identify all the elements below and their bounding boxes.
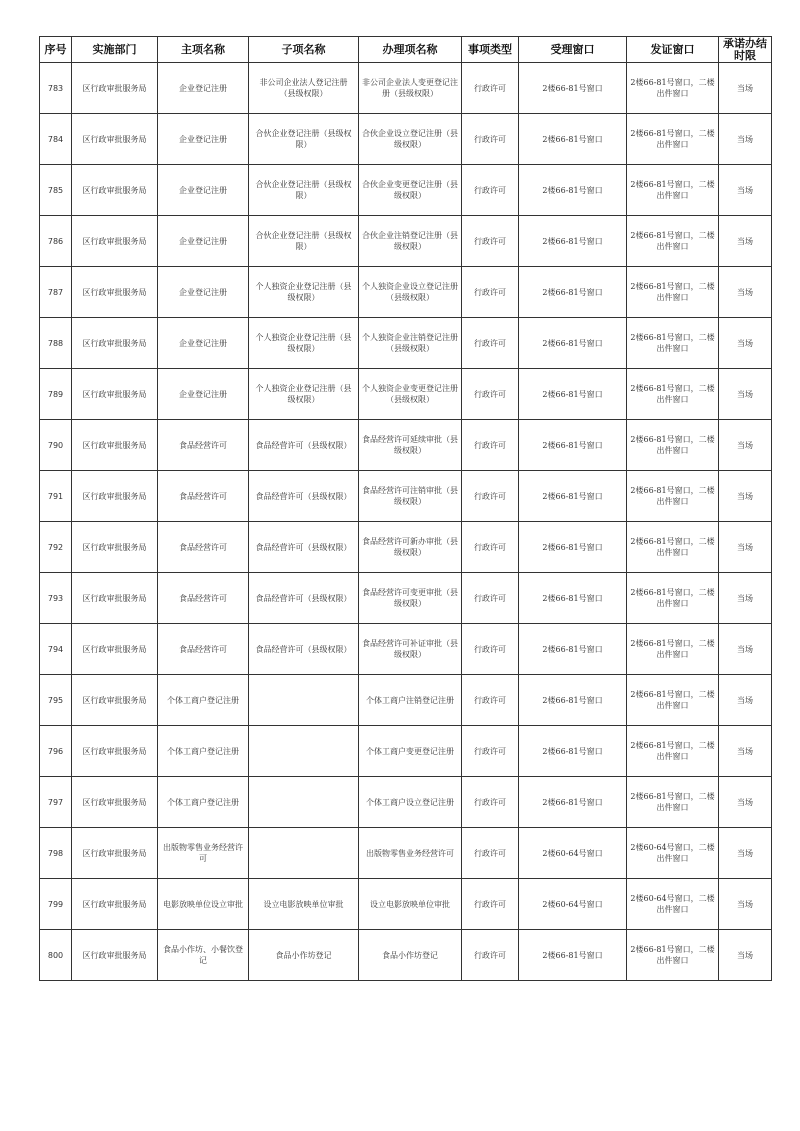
row-number-cell: 800 <box>40 930 72 981</box>
sub-item-cell: 个人独资企业登记注册（县级权限） <box>249 318 359 369</box>
accept-window-cell: 2楼66-81号窗口 <box>519 369 627 420</box>
handling-item-cell: 非公司企业法人变更登记注册（县级权限） <box>359 63 462 114</box>
table-row <box>40 522 772 573</box>
service-items-table <box>39 36 772 981</box>
row-number-cell: 791 <box>40 471 72 522</box>
sub-item-cell: 食品经营许可（县级权限） <box>249 420 359 471</box>
department-cell: 区行政审批服务局 <box>72 114 158 165</box>
table-row <box>40 675 772 726</box>
department-cell: 区行政审批服务局 <box>72 675 158 726</box>
main-item-cell: 个体工商户登记注册 <box>158 777 249 828</box>
department-cell: 区行政审批服务局 <box>72 930 158 981</box>
issue-window-cell: 2楼66-81号窗口，二楼出件窗口 <box>627 930 719 981</box>
sub-item-cell: 合伙企业登记注册（县级权限） <box>249 216 359 267</box>
row-number-cell: 799 <box>40 879 72 930</box>
main-item-cell: 企业登记注册 <box>158 369 249 420</box>
sub-item-cell: 个人独资企业登记注册（县级权限） <box>249 267 359 318</box>
row-number-cell: 783 <box>40 63 72 114</box>
table-row <box>40 369 772 420</box>
time-limit-cell: 当场 <box>719 165 772 216</box>
item-type-cell: 行政许可 <box>462 63 519 114</box>
accept-window-cell: 2楼60-64号窗口 <box>519 879 627 930</box>
issue-window-cell: 2楼66-81号窗口，二楼出件窗口 <box>627 267 719 318</box>
main-item-cell: 企业登记注册 <box>158 267 249 318</box>
issue-window-cell: 2楼60-64号窗口，二楼出件窗口 <box>627 879 719 930</box>
time-limit-cell: 当场 <box>719 114 772 165</box>
table-row <box>40 216 772 267</box>
item-type-cell: 行政许可 <box>462 675 519 726</box>
row-number-cell: 796 <box>40 726 72 777</box>
accept-window-cell: 2楼66-81号窗口 <box>519 420 627 471</box>
handling-item-cell: 食品经营许可变更审批（县级权限） <box>359 573 462 624</box>
table-row <box>40 63 772 114</box>
time-limit-cell: 当场 <box>719 930 772 981</box>
sub-item-cell: 食品经营许可（县级权限） <box>249 624 359 675</box>
department-cell: 区行政审批服务局 <box>72 420 158 471</box>
item-type-cell: 行政许可 <box>462 165 519 216</box>
column-header: 序号 <box>40 37 72 63</box>
sub-item-cell: 食品经营许可（县级权限） <box>249 573 359 624</box>
issue-window-cell: 2楼66-81号窗口，二楼出件窗口 <box>627 318 719 369</box>
main-item-cell: 个体工商户登记注册 <box>158 726 249 777</box>
issue-window-cell: 2楼66-81号窗口，二楼出件窗口 <box>627 114 719 165</box>
sub-item-cell: 个人独资企业登记注册（县级权限） <box>249 369 359 420</box>
item-type-cell: 行政许可 <box>462 828 519 879</box>
row-number-cell: 797 <box>40 777 72 828</box>
handling-item-cell: 个体工商户设立登记注册 <box>359 777 462 828</box>
table-row <box>40 777 772 828</box>
sub-item-cell: 合伙企业登记注册（县级权限） <box>249 165 359 216</box>
time-limit-cell: 当场 <box>719 318 772 369</box>
time-limit-cell: 当场 <box>719 879 772 930</box>
issue-window-cell: 2楼66-81号窗口，二楼出件窗口 <box>627 471 719 522</box>
sub-item-cell: 设立电影放映单位审批 <box>249 879 359 930</box>
issue-window-cell: 2楼66-81号窗口，二楼出件窗口 <box>627 216 719 267</box>
sub-item-cell <box>249 726 359 777</box>
item-type-cell: 行政许可 <box>462 777 519 828</box>
department-cell: 区行政审批服务局 <box>72 267 158 318</box>
main-item-cell: 出版物零售业务经营许可 <box>158 828 249 879</box>
department-cell: 区行政审批服务局 <box>72 63 158 114</box>
time-limit-cell: 当场 <box>719 777 772 828</box>
table-row <box>40 318 772 369</box>
accept-window-cell: 2楼66-81号窗口 <box>519 624 627 675</box>
main-item-cell: 电影放映单位设立审批 <box>158 879 249 930</box>
accept-window-cell: 2楼66-81号窗口 <box>519 165 627 216</box>
accept-window-cell: 2楼66-81号窗口 <box>519 267 627 318</box>
time-limit-cell: 当场 <box>719 573 772 624</box>
column-header: 实施部门 <box>72 37 158 63</box>
time-limit-cell: 当场 <box>719 369 772 420</box>
main-item-cell: 企业登记注册 <box>158 114 249 165</box>
issue-window-cell: 2楼66-81号窗口，二楼出件窗口 <box>627 624 719 675</box>
row-number-cell: 794 <box>40 624 72 675</box>
table-row <box>40 114 772 165</box>
department-cell: 区行政审批服务局 <box>72 726 158 777</box>
row-number-cell: 795 <box>40 675 72 726</box>
row-number-cell: 787 <box>40 267 72 318</box>
table-row <box>40 573 772 624</box>
handling-item-cell: 个体工商户变更登记注册 <box>359 726 462 777</box>
item-type-cell: 行政许可 <box>462 420 519 471</box>
department-cell: 区行政审批服务局 <box>72 624 158 675</box>
handling-item-cell: 个人独资企业变更登记注册（县级权限） <box>359 369 462 420</box>
column-header: 事项类型 <box>462 37 519 63</box>
main-item-cell: 食品经营许可 <box>158 522 249 573</box>
handling-item-cell: 合伙企业设立登记注册（县级权限） <box>359 114 462 165</box>
time-limit-cell: 当场 <box>719 624 772 675</box>
table-row <box>40 471 772 522</box>
issue-window-cell: 2楼66-81号窗口，二楼出件窗口 <box>627 63 719 114</box>
main-item-cell: 个体工商户登记注册 <box>158 675 249 726</box>
accept-window-cell: 2楼60-64号窗口 <box>519 828 627 879</box>
table-header-row <box>40 37 772 63</box>
item-type-cell: 行政许可 <box>462 879 519 930</box>
accept-window-cell: 2楼66-81号窗口 <box>519 675 627 726</box>
sub-item-cell: 食品经营许可（县级权限） <box>249 471 359 522</box>
issue-window-cell: 2楼66-81号窗口，二楼出件窗口 <box>627 573 719 624</box>
department-cell: 区行政审批服务局 <box>72 471 158 522</box>
department-cell: 区行政审批服务局 <box>72 777 158 828</box>
column-header: 主项名称 <box>158 37 249 63</box>
sub-item-cell: 合伙企业登记注册（县级权限） <box>249 114 359 165</box>
issue-window-cell: 2楼66-81号窗口，二楼出件窗口 <box>627 726 719 777</box>
issue-window-cell: 2楼66-81号窗口，二楼出件窗口 <box>627 777 719 828</box>
row-number-cell: 789 <box>40 369 72 420</box>
column-header: 承诺办结时限 <box>719 37 772 63</box>
table-row <box>40 726 772 777</box>
handling-item-cell: 出版物零售业务经营许可 <box>359 828 462 879</box>
item-type-cell: 行政许可 <box>462 930 519 981</box>
row-number-cell: 790 <box>40 420 72 471</box>
time-limit-cell: 当场 <box>719 216 772 267</box>
issue-window-cell: 2楼66-81号窗口，二楼出件窗口 <box>627 369 719 420</box>
main-item-cell: 食品经营许可 <box>158 420 249 471</box>
main-item-cell: 企业登记注册 <box>158 63 249 114</box>
item-type-cell: 行政许可 <box>462 216 519 267</box>
row-number-cell: 784 <box>40 114 72 165</box>
item-type-cell: 行政许可 <box>462 726 519 777</box>
accept-window-cell: 2楼66-81号窗口 <box>519 522 627 573</box>
sub-item-cell: 食品经营许可（县级权限） <box>249 522 359 573</box>
department-cell: 区行政审批服务局 <box>72 369 158 420</box>
department-cell: 区行政审批服务局 <box>72 522 158 573</box>
sub-item-cell: 食品小作坊登记 <box>249 930 359 981</box>
row-number-cell: 786 <box>40 216 72 267</box>
issue-window-cell: 2楼66-81号窗口，二楼出件窗口 <box>627 675 719 726</box>
sub-item-cell <box>249 828 359 879</box>
issue-window-cell: 2楼60-64号窗口，二楼出件窗口 <box>627 828 719 879</box>
main-item-cell: 企业登记注册 <box>158 318 249 369</box>
department-cell: 区行政审批服务局 <box>72 573 158 624</box>
handling-item-cell: 个人独资企业设立登记注册（县级权限） <box>359 267 462 318</box>
department-cell: 区行政审批服务局 <box>72 165 158 216</box>
column-header: 子项名称 <box>249 37 359 63</box>
main-item-cell: 企业登记注册 <box>158 216 249 267</box>
accept-window-cell: 2楼66-81号窗口 <box>519 114 627 165</box>
handling-item-cell: 食品经营许可补证审批（县级权限） <box>359 624 462 675</box>
accept-window-cell: 2楼66-81号窗口 <box>519 930 627 981</box>
table-row <box>40 930 772 981</box>
sub-item-cell: 非公司企业法人登记注册（县级权限） <box>249 63 359 114</box>
table-row <box>40 420 772 471</box>
item-type-cell: 行政许可 <box>462 573 519 624</box>
main-item-cell: 食品小作坊、小餐饮登记 <box>158 930 249 981</box>
row-number-cell: 792 <box>40 522 72 573</box>
column-header: 发证窗口 <box>627 37 719 63</box>
item-type-cell: 行政许可 <box>462 318 519 369</box>
handling-item-cell: 个人独资企业注销登记注册（县级权限） <box>359 318 462 369</box>
table-row <box>40 624 772 675</box>
item-type-cell: 行政许可 <box>462 471 519 522</box>
handling-item-cell: 食品小作坊登记 <box>359 930 462 981</box>
accept-window-cell: 2楼66-81号窗口 <box>519 573 627 624</box>
time-limit-cell: 当场 <box>719 63 772 114</box>
time-limit-cell: 当场 <box>719 726 772 777</box>
accept-window-cell: 2楼66-81号窗口 <box>519 471 627 522</box>
main-item-cell: 企业登记注册 <box>158 165 249 216</box>
time-limit-cell: 当场 <box>719 471 772 522</box>
row-number-cell: 798 <box>40 828 72 879</box>
issue-window-cell: 2楼66-81号窗口，二楼出件窗口 <box>627 165 719 216</box>
department-cell: 区行政审批服务局 <box>72 216 158 267</box>
item-type-cell: 行政许可 <box>462 114 519 165</box>
row-number-cell: 793 <box>40 573 72 624</box>
time-limit-cell: 当场 <box>719 675 772 726</box>
sub-item-cell <box>249 675 359 726</box>
sub-item-cell <box>249 777 359 828</box>
handling-item-cell: 合伙企业变更登记注册（县级权限） <box>359 165 462 216</box>
item-type-cell: 行政许可 <box>462 624 519 675</box>
row-number-cell: 785 <box>40 165 72 216</box>
time-limit-cell: 当场 <box>719 420 772 471</box>
main-item-cell: 食品经营许可 <box>158 624 249 675</box>
item-type-cell: 行政许可 <box>462 369 519 420</box>
handling-item-cell: 设立电影放映单位审批 <box>359 879 462 930</box>
time-limit-cell: 当场 <box>719 828 772 879</box>
handling-item-cell: 个体工商户注销登记注册 <box>359 675 462 726</box>
accept-window-cell: 2楼66-81号窗口 <box>519 726 627 777</box>
accept-window-cell: 2楼66-81号窗口 <box>519 63 627 114</box>
table-row <box>40 879 772 930</box>
item-type-cell: 行政许可 <box>462 267 519 318</box>
accept-window-cell: 2楼66-81号窗口 <box>519 777 627 828</box>
handling-item-cell: 合伙企业注销登记注册（县级权限） <box>359 216 462 267</box>
time-limit-cell: 当场 <box>719 267 772 318</box>
handling-item-cell: 食品经营许可注销审批（县级权限） <box>359 471 462 522</box>
row-number-cell: 788 <box>40 318 72 369</box>
handling-item-cell: 食品经营许可延续审批（县级权限） <box>359 420 462 471</box>
item-type-cell: 行政许可 <box>462 522 519 573</box>
column-header: 受理窗口 <box>519 37 627 63</box>
table-row <box>40 165 772 216</box>
main-item-cell: 食品经营许可 <box>158 471 249 522</box>
accept-window-cell: 2楼66-81号窗口 <box>519 318 627 369</box>
table-row <box>40 828 772 879</box>
issue-window-cell: 2楼66-81号窗口，二楼出件窗口 <box>627 420 719 471</box>
handling-item-cell: 食品经营许可新办审批（县级权限） <box>359 522 462 573</box>
column-header: 办理项名称 <box>359 37 462 63</box>
table-body <box>40 63 772 981</box>
main-item-cell: 食品经营许可 <box>158 573 249 624</box>
issue-window-cell: 2楼66-81号窗口，二楼出件窗口 <box>627 522 719 573</box>
table-row <box>40 267 772 318</box>
department-cell: 区行政审批服务局 <box>72 318 158 369</box>
accept-window-cell: 2楼66-81号窗口 <box>519 216 627 267</box>
time-limit-cell: 当场 <box>719 522 772 573</box>
department-cell: 区行政审批服务局 <box>72 828 158 879</box>
department-cell: 区行政审批服务局 <box>72 879 158 930</box>
